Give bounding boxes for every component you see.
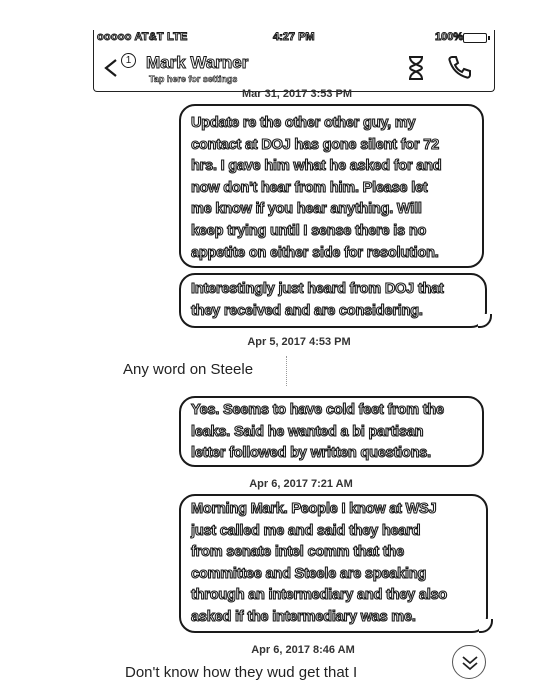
incoming-bubble-edge	[277, 356, 287, 386]
message-line: committee and Steele are speaking	[191, 565, 427, 582]
hourglass-icon[interactable]	[405, 55, 427, 81]
timestamp: Apr 6, 2017 7:21 AM	[249, 478, 353, 490]
message-line: keep trying until I sense there is no	[191, 222, 427, 239]
bubble-tail	[479, 619, 493, 633]
outgoing-message-bubble[interactable]	[179, 104, 484, 268]
message-line: leaks. Said he wanted a bi partisan	[191, 423, 424, 440]
incoming-message-text[interactable]: Don't know how they wud get that I	[125, 664, 358, 680]
outgoing-message-bubble[interactable]	[179, 396, 484, 467]
contact-settings-hint[interactable]: Tap here for settings	[149, 74, 238, 84]
back-chevron-icon[interactable]	[103, 58, 119, 78]
phone-call-icon[interactable]	[447, 54, 473, 80]
message-line: appetite on either side for resolution.	[191, 244, 439, 261]
incoming-message-text[interactable]: Any word on Steele	[123, 361, 254, 378]
message-line: Interestingly just heard from DOJ that	[191, 281, 444, 297]
message-line: me know if you hear anything. Will	[191, 201, 422, 218]
message-line: through an intermediary and they also	[191, 587, 448, 604]
message-line: letter followed by written questions.	[191, 445, 431, 462]
bubble-tail	[478, 314, 492, 328]
contact-name[interactable]: Mark Warner	[146, 53, 249, 72]
unread-count-badge[interactable]: 1	[121, 53, 136, 68]
message-line: just called me and said they heard	[191, 522, 421, 539]
scroll-to-bottom-button[interactable]	[452, 645, 486, 679]
message-line: contact at DOJ has gone silent for 72	[191, 136, 440, 153]
message-line: asked if the intermediary was me.	[191, 608, 416, 625]
outgoing-message-bubble[interactable]	[179, 494, 488, 633]
message-line: Update re the other other guy, my	[191, 115, 416, 131]
battery-percent: 100%	[435, 31, 464, 43]
clock-label: 4:27 PM	[273, 31, 315, 43]
message-line: now don't hear from him. Please let	[191, 179, 428, 196]
message-line: Yes. Seems to have cold feet from the	[191, 402, 444, 418]
timestamp: Apr 5, 2017 4:53 PM	[247, 336, 351, 348]
message-line: Morning Mark. People I know at WSJ	[191, 501, 437, 517]
message-line: from senate intel comm that the	[191, 544, 404, 561]
message-line: hrs. I gave him what he asked for and	[191, 158, 442, 175]
message-line: they received and are considering.	[191, 302, 423, 319]
timestamp: Apr 6, 2017 8:46 AM	[251, 644, 355, 656]
outgoing-message-bubble[interactable]	[179, 273, 487, 328]
double-chevron-down-icon	[453, 646, 487, 680]
carrier-label: ooooo AT&T LTE	[97, 31, 188, 43]
timestamp: Mar 31, 2017 3:53 PM	[241, 88, 353, 100]
